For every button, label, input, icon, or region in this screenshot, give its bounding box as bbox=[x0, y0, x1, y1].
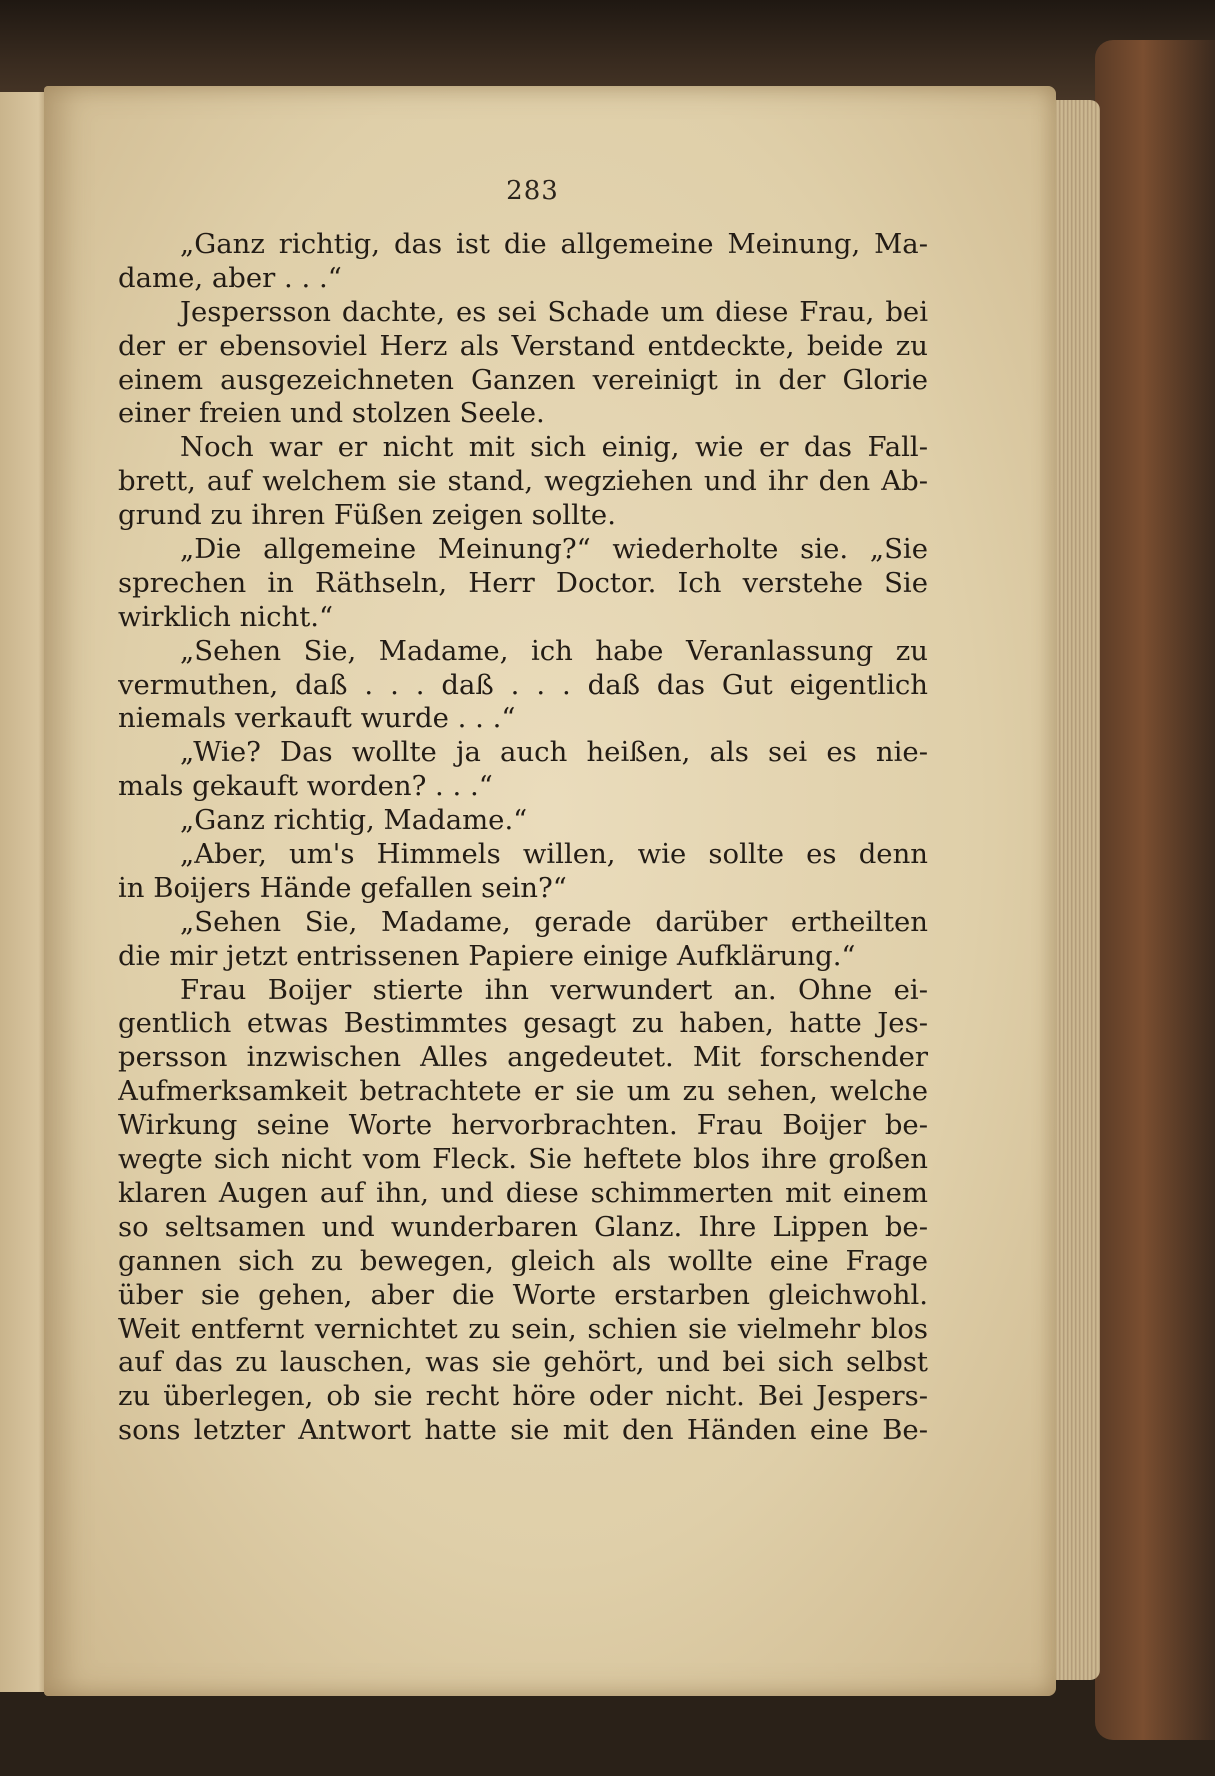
text-line: wegte sich nicht vom Fleck. Sie heftete blos ihre großen bbox=[118, 1143, 928, 1176]
text-line: Jespersson dachte, es sei Schade um diese Frau, bei bbox=[180, 295, 928, 328]
text-line: mals gekauft worden? . . .“ bbox=[118, 770, 493, 803]
text-line: sons letzter Antwort hatte sie mit den Händen eine Be- bbox=[118, 1414, 928, 1447]
text-line: brett, auf welchem sie stand, wegziehen und ihr den Ab- bbox=[118, 465, 928, 498]
previous-page-edge bbox=[0, 92, 48, 1692]
text-line: vermuthen, daß . . . daß . . . daß das Gut eigentlich bbox=[118, 668, 928, 701]
book-cover-right bbox=[1095, 40, 1215, 1740]
text-line: persson inzwischen Alles angedeutet. Mit forschender bbox=[118, 1041, 928, 1074]
text-line: wirklich nicht.“ bbox=[118, 600, 334, 633]
text-line: Aufmerksamkeit betrachtete er sie um zu sehen, welche bbox=[118, 1075, 928, 1108]
text-line: einem ausgezeichneten Ganzen vereinigt in der Glorie bbox=[118, 363, 928, 396]
text-line: niemals verkauft wurde . . .“ bbox=[118, 702, 516, 735]
text-line: auf das zu lauschen, was sie gehört, und bei sich selbst bbox=[118, 1346, 928, 1379]
text-line: Noch war er nicht mit sich einig, wie er das Fall- bbox=[180, 431, 928, 464]
text-line: die mir jetzt entrissenen Papiere einige Aufklärung.“ bbox=[118, 939, 856, 972]
page-number: 283 bbox=[506, 176, 559, 206]
text-line: so seltsamen und wunderbaren Glanz. Ihre Lippen be- bbox=[118, 1210, 928, 1243]
text-line: dame, aber . . .“ bbox=[118, 261, 342, 294]
text-line: in Boijers Hände gefallen sein?“ bbox=[118, 871, 567, 904]
text-line: „Die allgemeine Meinung?“ wiederholte sie. „Sie bbox=[180, 533, 928, 566]
text-line: gannen sich zu bewegen, gleich als wollte eine Frage bbox=[118, 1244, 928, 1277]
page-body-text bbox=[118, 228, 928, 1448]
text-line: über sie gehen, aber die Worte erstarben gleichwohl. bbox=[118, 1278, 928, 1311]
text-line: „Wie? Das wollte ja auch heißen, als sei es nie- bbox=[180, 736, 928, 769]
text-line: der er ebensoviel Herz als Verstand entdeckte, beide zu bbox=[118, 329, 928, 362]
text-line: gentlich etwas Bestimmtes gesagt zu haben, hatte Jes- bbox=[118, 1007, 928, 1040]
text-line: Wirkung seine Worte hervorbrachten. Frau Boijer be- bbox=[118, 1109, 928, 1142]
text-line: „Sehen Sie, Madame, gerade darüber ertheilten bbox=[180, 905, 928, 938]
text-line: „Ganz richtig, das ist die allgemeine Meinung, Ma- bbox=[180, 228, 928, 260]
text-line: „Sehen Sie, Madame, ich habe Veranlassung zu bbox=[180, 634, 928, 667]
text-line: Weit entfernt vernichtet zu sein, schien sie vielmehr blos bbox=[118, 1312, 928, 1345]
text-line: grund zu ihren Füßen zeigen sollte. bbox=[118, 499, 616, 532]
text-line: „Ganz richtig, Madame.“ bbox=[180, 804, 528, 837]
text-line: „Aber, um's Himmels willen, wie sollte es denn bbox=[180, 838, 928, 871]
text-line: klaren Augen auf ihn, und diese schimmerten mit einem bbox=[118, 1176, 928, 1209]
text-line: zu überlegen, ob sie recht höre oder nicht. Bei Jespers- bbox=[118, 1380, 928, 1413]
text-line: Frau Boijer stierte ihn verwundert an. Ohne ei- bbox=[180, 973, 928, 1006]
text-line: einer freien und stolzen Seele. bbox=[118, 397, 545, 430]
text-line: sprechen in Räthseln, Herr Doctor. Ich verstehe Sie bbox=[118, 566, 928, 599]
